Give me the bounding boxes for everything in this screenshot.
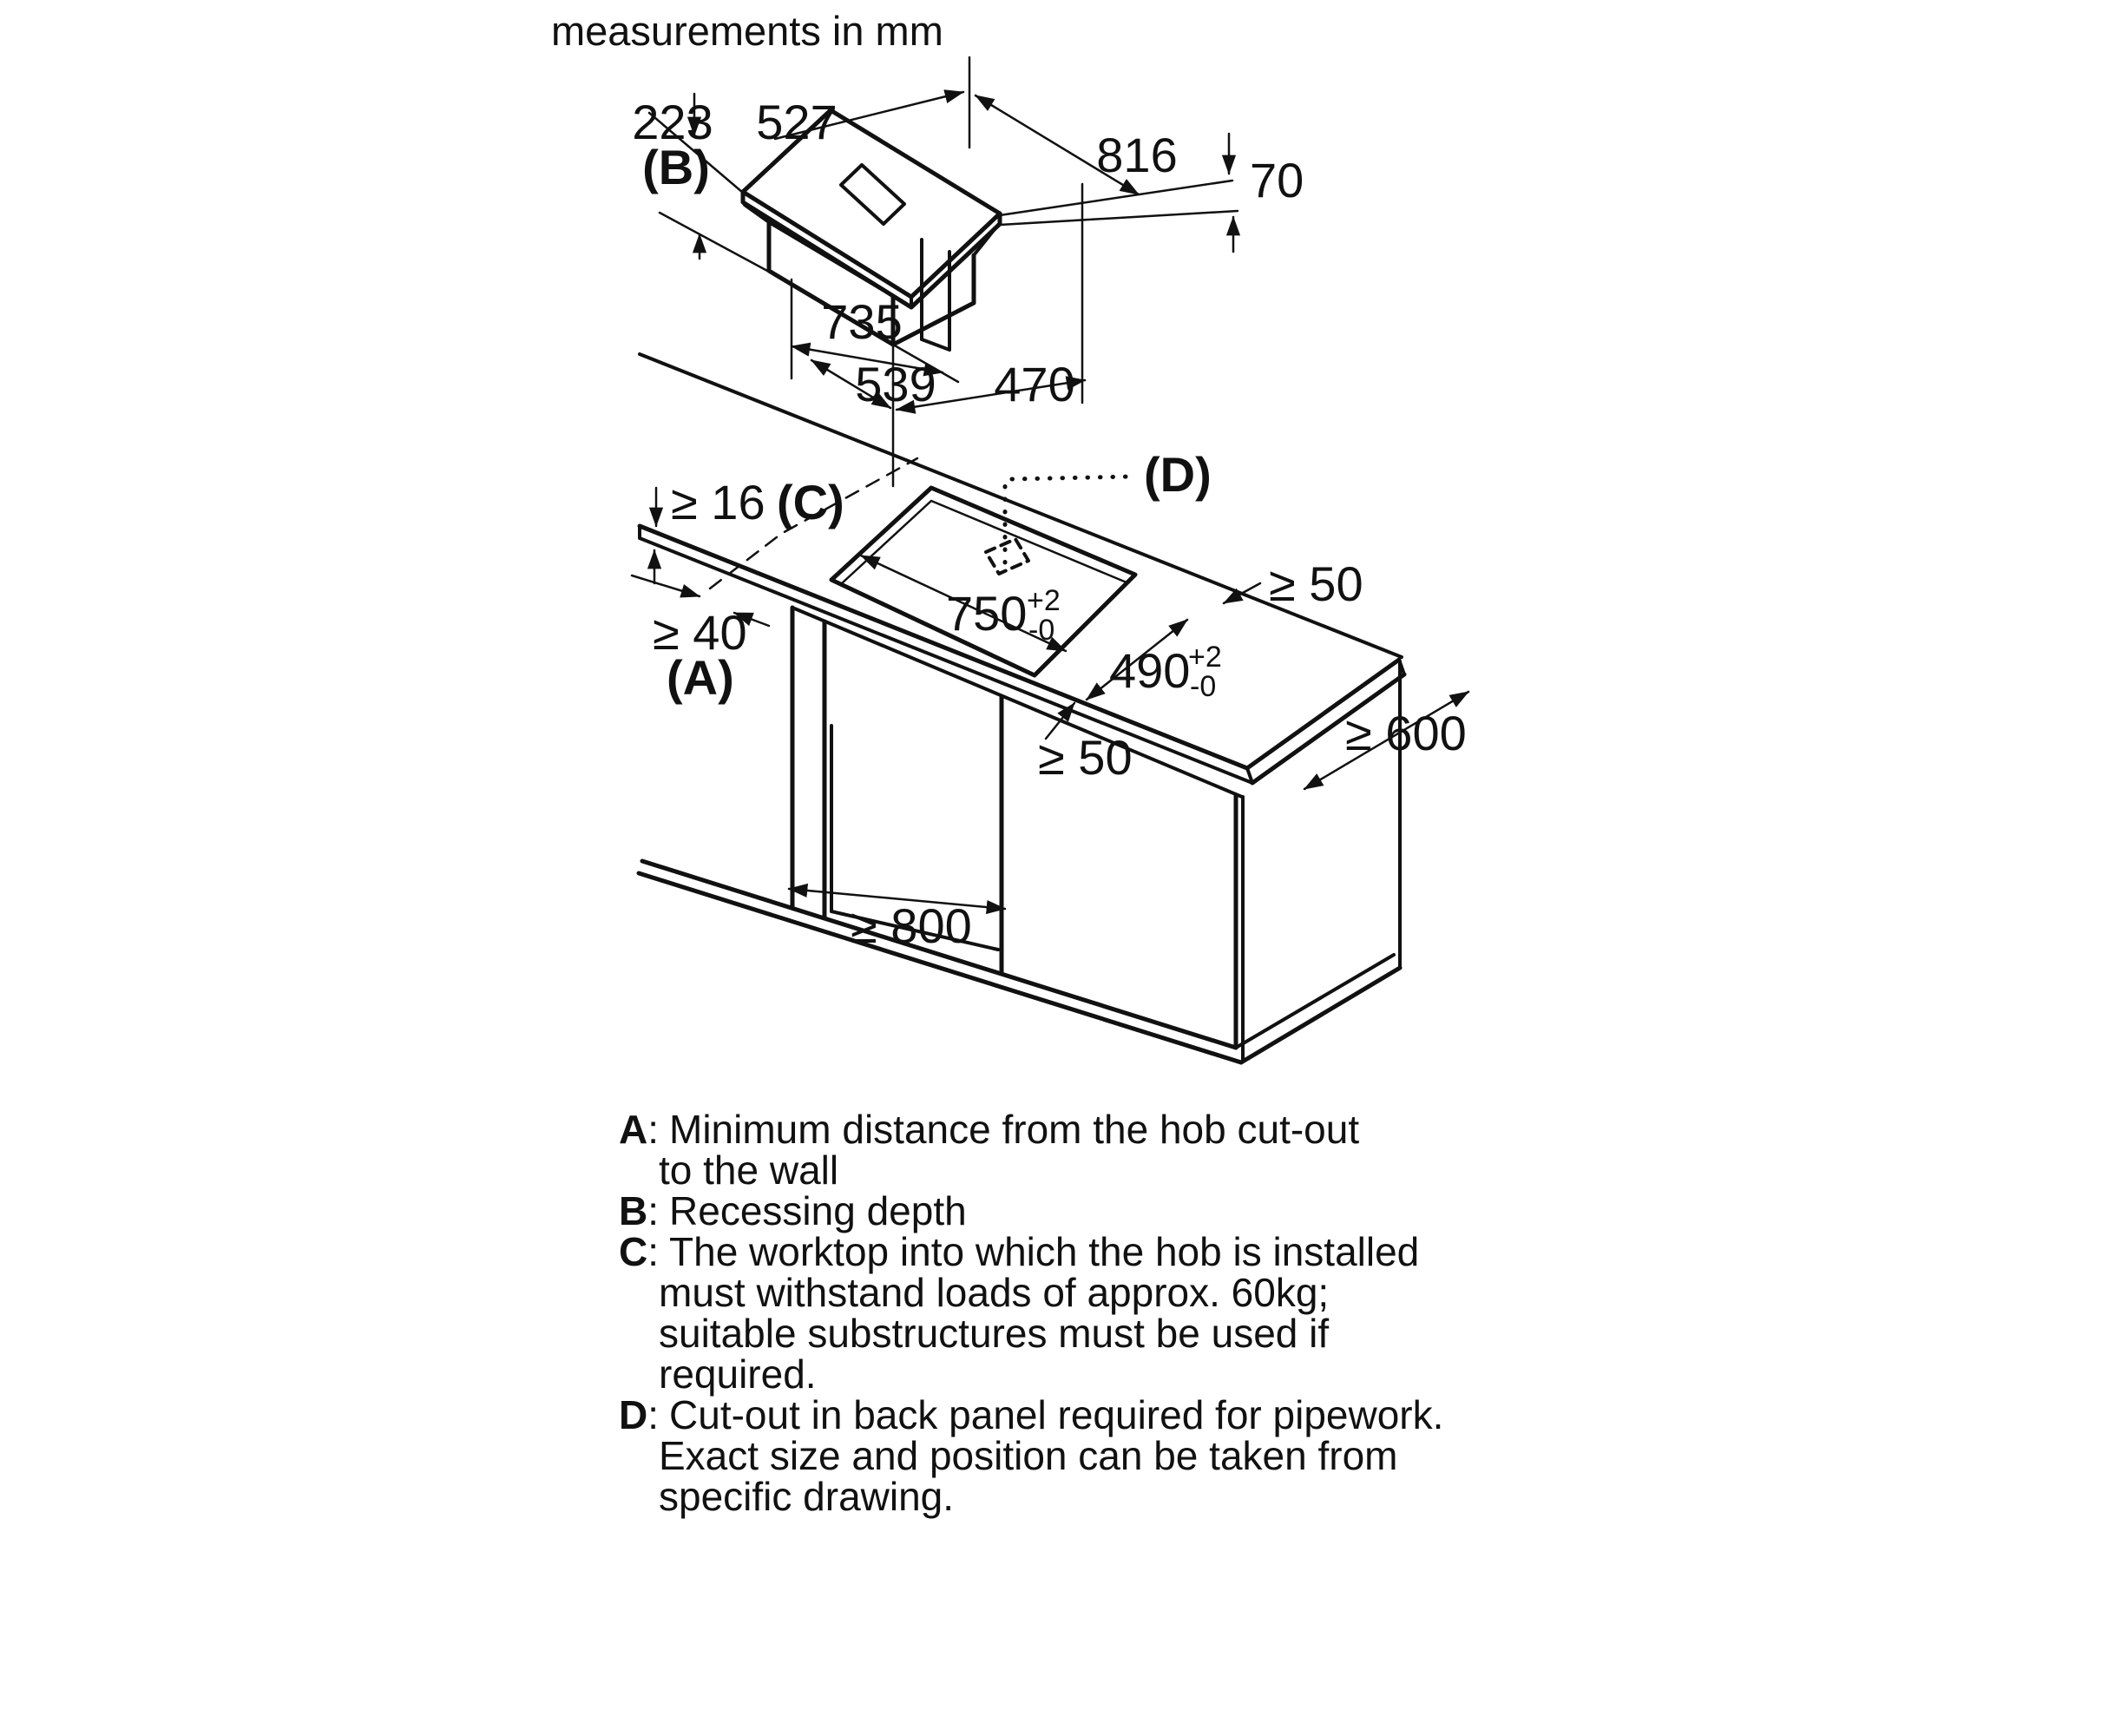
dim-D-key: (D) — [1144, 447, 1212, 502]
plinth-right-bottom-edge — [1236, 955, 1394, 1048]
dim-50-right: ≥ 50 — [1269, 556, 1363, 611]
legend-text: must withstand loads of approx. 60kg; — [659, 1270, 1330, 1315]
hob-drawing — [632, 57, 1304, 486]
worktop-cutout-inner-lip — [842, 501, 1127, 583]
dim-40: ≥ 40 — [653, 605, 747, 660]
dim-750-tol-minus: -0 — [1028, 614, 1055, 647]
dim-223: 223 — [632, 95, 713, 149]
dim-16: ≥ 16 — [671, 475, 765, 529]
dim-750: 750 — [946, 586, 1028, 641]
page-title: measurements in mm — [551, 8, 943, 54]
dim-arrow-40-left — [632, 575, 700, 596]
dim-816: 816 — [1096, 128, 1178, 182]
legend-text: specific drawing. — [659, 1474, 955, 1519]
dim-490-tol-plus: +2 — [1188, 641, 1222, 674]
ext-lines-70 — [1000, 181, 1238, 225]
legend-key-D: D — [619, 1392, 648, 1437]
hob-vent-slot — [841, 165, 904, 224]
dim-16-key: (C) — [777, 475, 844, 529]
dim-490-tol-minus: -0 — [1190, 670, 1217, 703]
legend-key-A: A — [619, 1107, 648, 1152]
dim-40-key: (A) — [667, 650, 734, 705]
worktop-drawing — [632, 354, 1468, 1062]
legend-text: Cut-out in back panel required for pipework. — [669, 1392, 1444, 1437]
legend-text: Minimum distance from the hob cut-out — [669, 1107, 1360, 1152]
legend-item-B: B: Recessing depth — [619, 1188, 967, 1233]
dim-470: 470 — [994, 357, 1075, 411]
legend-text: suitable substructures must be used if — [659, 1311, 1330, 1356]
hob-body-right-face — [893, 255, 974, 345]
dim-223-key: (B) — [642, 140, 710, 194]
dim-750-tol-plus: +2 — [1027, 584, 1061, 617]
legend-key-B: B — [619, 1188, 648, 1233]
back-panel-cutout — [986, 539, 1028, 574]
legend-item-D: D: Cut-out in back panel required for pipework. — [619, 1392, 1444, 1437]
pipework-leader-horizontal — [1012, 477, 1131, 479]
dim-539: 539 — [855, 357, 936, 411]
worktop-cutout — [831, 488, 1135, 675]
legend-text: The worktop into which the hob is installed — [669, 1229, 1420, 1274]
hob-body-left-top-edge — [769, 222, 893, 296]
dim-70: 70 — [1250, 153, 1304, 207]
dim-600: ≥ 600 — [1345, 706, 1467, 760]
cabinet-right-bottom-edge — [1241, 968, 1400, 1062]
dim-527: 527 — [756, 95, 838, 149]
legend-text: Exact size and position can be taken from — [659, 1433, 1398, 1478]
legend-text: to the wall — [659, 1147, 839, 1193]
legend-item-C: C: The worktop into which the hob is installed — [619, 1229, 1420, 1274]
legend-text: Recessing depth — [669, 1188, 967, 1233]
legend-text: required. — [659, 1351, 817, 1397]
dim-735: 735 — [821, 294, 903, 349]
plinth-top-line — [642, 861, 1236, 1048]
dim-50-front: ≥ 50 — [1038, 730, 1133, 785]
legend-item-A: A: Minimum distance from the hob cut-out — [619, 1107, 1360, 1152]
dim-800: ≥ 800 — [851, 898, 972, 953]
legend — [619, 1109, 1591, 1517]
dim-490: 490 — [1109, 643, 1191, 698]
legend-key-C: C — [619, 1229, 648, 1274]
